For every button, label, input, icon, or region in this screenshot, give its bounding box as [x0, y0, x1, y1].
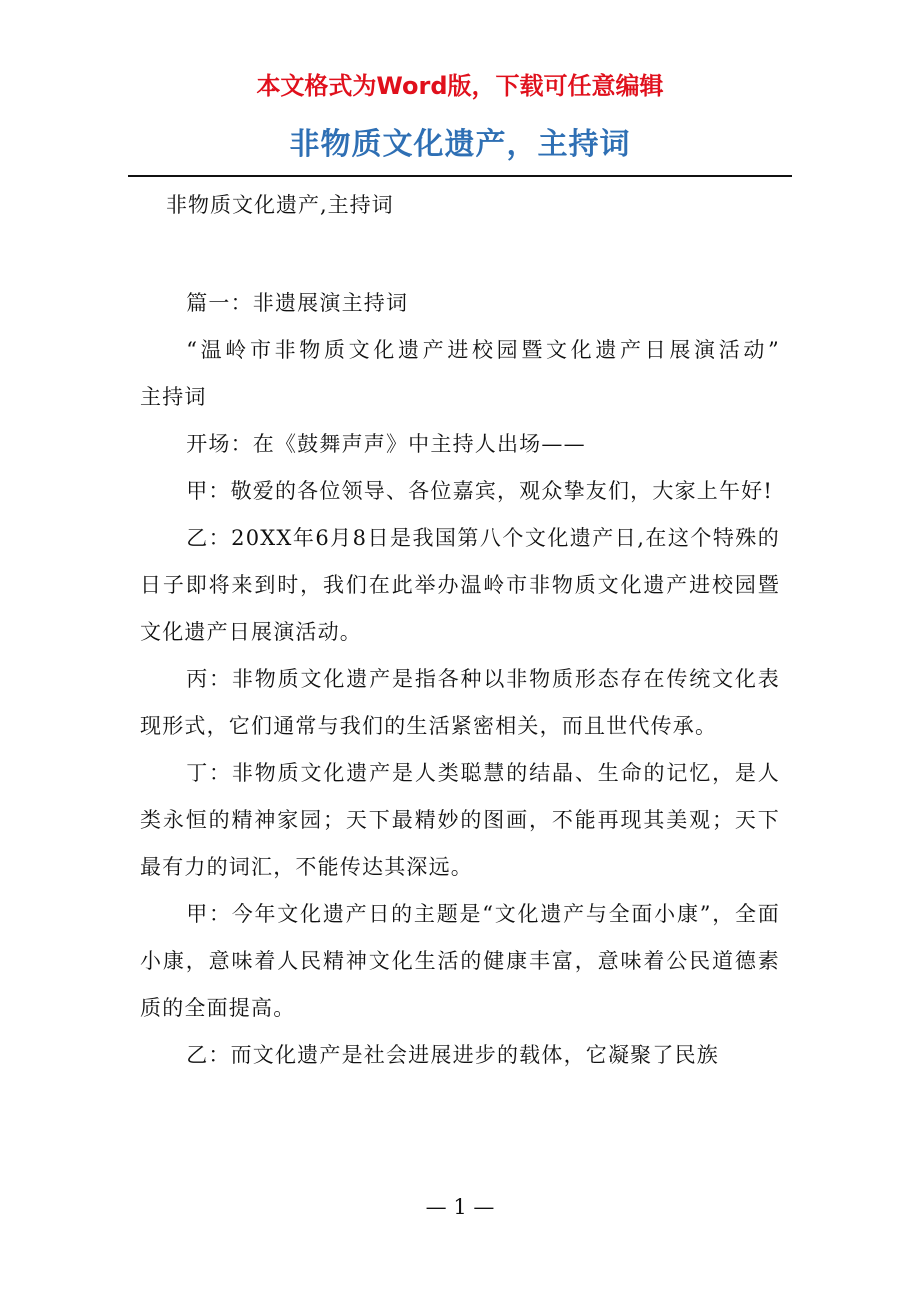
page-number: — 1 — — [425, 1195, 495, 1219]
event-title-paragraph: “温岭市非物质文化遗产进校园暨文化遗产日展演活动” 主持词 — [140, 338, 825, 409]
section-heading: 篇一：非遗展演主持词 — [186, 291, 409, 315]
paragraph: 丁：非物质文化遗产是人类聪慧的结晶、生命的记忆，是人类永恒的精神家园；天下最精妙的图画，不能再现其美观；天下最有力的词汇，不能传达其深远。 — [140, 761, 780, 879]
opening-paragraph: 开场：在《鼓舞声声》中主持人出场—— — [186, 432, 586, 456]
paragraph: 乙：而文化遗产是社会进展进步的载体，它凝聚了民族 — [186, 1043, 719, 1067]
document-subtitle: 非物质文化遗产,主持词 — [166, 193, 394, 217]
format-notice: 本文格式为Word版，下载可任意编辑 — [256, 72, 664, 100]
paragraph: 甲：今年文化遗产日的主题是“文化遗产与全面小康”，全面小康，意味着人民精神文化生活的健康丰富，意味着公民道德素质的全面提高。 — [140, 902, 780, 1020]
title-divider — [128, 175, 792, 177]
paragraph: 丙：非物质文化遗产是指各种以非物质形态存在传统文化表现形式，它们通常与我们的生活紧密相关，而且世代传承。 — [140, 667, 780, 738]
paragraph: 甲：敬爱的各位领导、各位嘉宾，观众挚友们，大家上午好! — [186, 479, 774, 503]
document-title: 非物质文化遗产，主持词 — [289, 127, 631, 162]
paragraph: 乙：20XX年6月8日是我国第八个文化遗产日,在这个特殊的日子即将来到时，我们在此举办温岭市非物质文化遗产进校园暨文化遗产日展演活动。 — [140, 526, 780, 644]
document-body — [140, 280, 825, 1079]
